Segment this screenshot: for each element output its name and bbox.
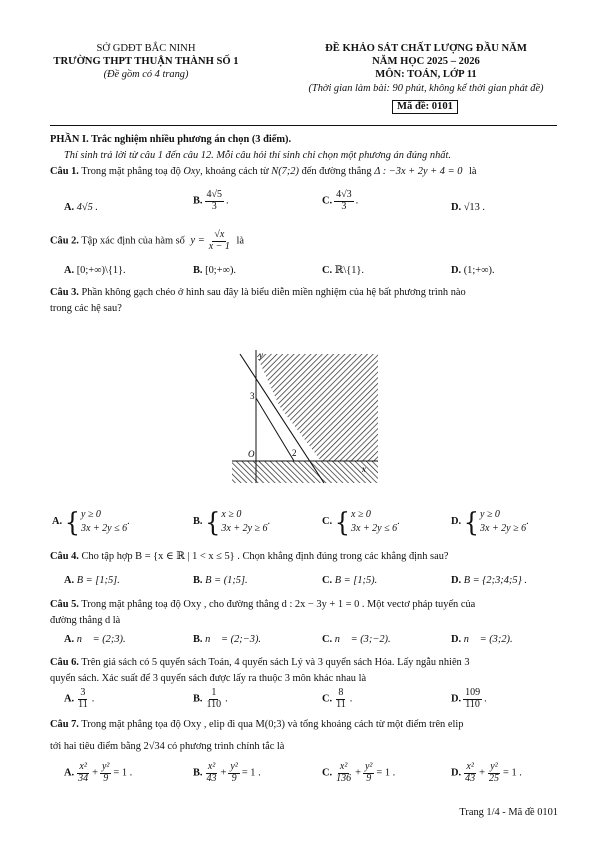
page-footer: Trang 1/4 - Mã đề 0101 xyxy=(459,807,558,818)
q7-c-x2: x² xyxy=(339,761,348,772)
q5-d-label: D. xyxy=(451,634,462,645)
q3-option-d[interactable]: D. { y ≥ 0 3x + 2y ≥ 6 . xyxy=(451,506,529,537)
q6-d-den: 110 xyxy=(465,698,480,710)
header-right xyxy=(278,42,574,95)
q3-c-label: C. xyxy=(322,515,333,527)
q2-text: Tập xác định của hàm số xyxy=(81,235,185,247)
q2-a-label: A. xyxy=(64,265,75,276)
q7-d-d2: 25 xyxy=(488,772,499,784)
q7-b-frac-y xyxy=(228,762,239,784)
q7-d-y2: y² xyxy=(490,761,498,772)
q3-c-line1: x ≥ 0 xyxy=(351,509,371,520)
q3-region-figure xyxy=(228,346,380,486)
question-6-cont xyxy=(50,672,560,685)
q7-c-plus: + xyxy=(355,767,361,779)
q7-a-y2: y² xyxy=(101,761,110,772)
q1-c-num: 4√3 xyxy=(336,189,352,200)
q6-d-num: 109 xyxy=(465,687,481,698)
q5-c-value: n⃗ = (3;−2). xyxy=(334,634,391,645)
q3-a-system xyxy=(65,508,127,535)
header-divider xyxy=(50,125,557,126)
q2-option-b[interactable] xyxy=(193,264,236,277)
q7-option-a[interactable] xyxy=(64,762,132,784)
q7-option-b[interactable] xyxy=(193,762,261,784)
q3-option-c[interactable]: C. { x ≥ 0 3x + 2y ≤ 6 . xyxy=(322,506,400,537)
q1-b-den: 3 xyxy=(211,200,217,212)
q3-b-label: B. xyxy=(193,515,203,527)
q6-label: Câu 6. xyxy=(50,657,79,668)
q2-fn-lhs: y = xyxy=(190,235,205,247)
q7-text-b: tới hai tiêu điểm bằng 2√34 có phương trình chính tắc là xyxy=(50,741,285,752)
q4-b-value: B = (1;5]. xyxy=(205,575,248,586)
school-name: TRƯỜNG THPT THUẬN THÀNH SỐ 1 xyxy=(53,56,239,68)
q7-d-frac-x xyxy=(463,762,477,784)
q2-fn-frac xyxy=(207,230,232,252)
q7-a-frac-y xyxy=(100,762,111,784)
q3-b-line1: x ≥ 0 xyxy=(221,509,242,520)
q6-text-b: quyển sách. Xác suất để 3 quyển sách được lấy ra thuộc 3 môn khác nhau là xyxy=(50,673,367,684)
q4-option-b[interactable] xyxy=(193,574,248,587)
q4-a-label: A. xyxy=(64,575,75,586)
q6-d-frac xyxy=(463,688,482,710)
q4-a-value: B = [1;5]. xyxy=(76,575,120,586)
q7-c-d2: 9 xyxy=(366,772,372,784)
question-2 xyxy=(50,230,560,252)
q1-line: Δ : −3x + 2y + 4 = 0 xyxy=(374,166,463,177)
q2-option-d[interactable] xyxy=(451,264,495,277)
q4-option-a[interactable] xyxy=(64,574,120,587)
q5-text-b: đường thẳng d là xyxy=(50,615,121,626)
question-5 xyxy=(50,598,560,611)
q7-label: Câu 7. xyxy=(50,719,79,730)
hatched-region-lower xyxy=(232,461,378,483)
q4-b-label: B. xyxy=(193,575,203,586)
q1-c-frac xyxy=(334,190,354,212)
q6-b-num: 1 xyxy=(211,687,217,698)
subject: MÔN: TOÁN, LỚP 11 xyxy=(375,69,477,81)
q7-d-label: D. xyxy=(451,767,462,779)
q6-d-label: D. xyxy=(451,693,462,705)
q6-option-d[interactable]: D. $\frac{109}{110}$ . xyxy=(451,687,487,710)
q1-point: N(7;2) xyxy=(271,166,299,177)
q7-b-x2: x² xyxy=(207,761,216,772)
q6-c-frac xyxy=(334,688,348,710)
question-7 xyxy=(50,718,560,731)
fig-origin-label: O xyxy=(248,449,255,459)
q6-option-a[interactable]: A. $\frac{3}{11}$ . xyxy=(64,687,95,710)
q4-text: Cho tập hợp B = {x ∈ ℝ | 1 < x ≤ 5} . Chọn khẳng định đúng trong các khẳng định sau? xyxy=(81,551,449,562)
q1-option-d[interactable] xyxy=(451,201,485,214)
q7-b-label: B. xyxy=(193,767,203,779)
q6-b-den: 110 xyxy=(206,698,222,710)
q3-text: Phần không gạch chéo ở hình sau đây là biểu diễn miền nghiệm của hệ bất phương trình nào xyxy=(81,287,466,298)
q3-c-line2: 3x + 2y ≤ 6 xyxy=(351,522,398,534)
q5-d-value: n⃗ = (3;2). xyxy=(463,634,513,645)
q7-b-d2: 9 xyxy=(231,772,237,784)
q7-b-plus: + xyxy=(220,767,227,779)
q1-d-value: √13 . xyxy=(463,202,486,213)
q5-option-d[interactable] xyxy=(451,633,513,646)
q2-b-value: [0;+∞). xyxy=(205,265,237,276)
q1-b-num: 4√5 xyxy=(206,189,223,200)
q3-d-label: D. xyxy=(451,515,462,527)
q6-b-label: B. xyxy=(193,693,203,705)
brace-icon: { xyxy=(334,506,350,537)
question-1 xyxy=(50,165,560,178)
q6-a-num: 3 xyxy=(80,687,86,698)
q7-option-d[interactable] xyxy=(451,762,522,784)
q3-option-a[interactable]: A. { y ≥ 0 3x + 2y ≤ 6 . xyxy=(52,506,130,537)
q7-c-eq: = 1 . xyxy=(376,767,396,779)
exam-code-box: Mã đề: 0101 xyxy=(392,100,458,114)
page-count: (Đề gồm có 4 trang) xyxy=(103,69,189,81)
q7-a-d2: 9 xyxy=(103,772,109,784)
section-instruction: Thí sinh trả lời từ câu 1 đến câu 12. Mỗi câu hỏi thí sinh chỉ chọn một phương án đúng nhất. xyxy=(64,150,451,161)
q7-a-label: A. xyxy=(64,767,75,779)
q3-label: Câu 3. xyxy=(50,287,79,298)
fig-x-label: x xyxy=(362,464,366,474)
q7-b-d1: 43 xyxy=(206,772,217,784)
q7-a-x2: x² xyxy=(79,761,87,772)
q5-b-label: B. xyxy=(193,634,203,645)
q2-fn-den: x − 1 xyxy=(208,240,230,252)
q2-option-a[interactable] xyxy=(64,264,126,277)
q5-a-value: n⃗ = (2;3). xyxy=(76,634,126,645)
q5-c-label: C. xyxy=(322,634,333,645)
q7-d-x2: x² xyxy=(466,761,474,772)
q7-option-c[interactable] xyxy=(322,762,395,784)
question-4 xyxy=(50,550,560,563)
q3-d-line2: 3x + 2y ≥ 6 xyxy=(480,522,527,534)
time-limit: (Thời gian làm bài: 90 phút, không kể thời gian phát đề) xyxy=(308,82,544,94)
q7-b-eq: = 1 . xyxy=(241,767,261,779)
q2-d-label: D. xyxy=(451,265,462,276)
brace-icon: { xyxy=(64,506,80,537)
q2-fn-num: √x xyxy=(214,229,225,240)
q5-label: Câu 5. xyxy=(50,599,79,610)
question-3-cont xyxy=(50,302,560,315)
q5-a-label: A. xyxy=(64,634,75,645)
q5-text: Trong mặt phẳng toạ độ Oxy , cho đường thẳng d : 2x − 3y + 1 = 0 . Một vectơ pháp tuyến của xyxy=(81,599,476,610)
q7-c-label: C. xyxy=(322,767,333,779)
q7-text: Trong mặt phẳng tọa độ Oxy , elip đi qua M(0;3) và tổng khoảng cách từ một điểm trên elip xyxy=(81,719,464,730)
q6-option-b[interactable]: B. $\frac{1}{110}$ . xyxy=(193,687,228,710)
q5-option-b[interactable] xyxy=(193,633,261,646)
question-5-cont xyxy=(50,614,560,627)
q1-option-a[interactable] xyxy=(64,201,98,214)
q2-label: Câu 2. xyxy=(50,235,79,247)
q1-oxy: Oxy xyxy=(183,166,201,177)
q3-option-b[interactable]: B. { x ≥ 0 3x + 2y ≥ 6 . xyxy=(193,506,271,537)
q3-c-system xyxy=(335,508,397,535)
q6-c-den: 11 xyxy=(336,698,346,710)
q1-option-b[interactable]: B. $\frac{4√5}{3}$ . xyxy=(193,189,229,212)
q5-b-value: n⃗ = (2;−3). xyxy=(205,634,262,645)
q3-b-system xyxy=(205,508,267,535)
q3-a-line1: y ≥ 0 xyxy=(81,509,101,520)
q4-d-label: D. xyxy=(451,575,462,586)
q7-d-plus: + xyxy=(479,767,485,779)
q4-d-value: B = {2;3;4;5} . xyxy=(463,575,527,586)
q7-c-y2: y² xyxy=(364,761,373,772)
question-3 xyxy=(50,286,560,299)
q4-label: Câu 4. xyxy=(50,551,79,562)
q7-d-d1: 43 xyxy=(465,772,476,784)
q1-c-den: 3 xyxy=(341,200,347,212)
q2-option-c[interactable] xyxy=(322,264,364,277)
q6-c-label: C. xyxy=(322,693,333,705)
q2-a-value: [0;+∞)\{1}. xyxy=(76,265,126,276)
q2-b-label: B. xyxy=(193,265,203,276)
q1-a-value: 4√5 . xyxy=(76,202,99,213)
q7-a-d1: 34 xyxy=(78,772,89,784)
q4-c-label: C. xyxy=(322,575,333,586)
question-6 xyxy=(50,656,560,669)
q1-text-d: là xyxy=(469,166,477,177)
brace-icon: { xyxy=(205,506,221,537)
q6-a-label: A. xyxy=(64,693,75,705)
q7-c-frac-y xyxy=(363,762,374,784)
brace-icon: { xyxy=(463,506,479,537)
dept-name: SỞ GDĐT BẮC NINH xyxy=(96,43,196,54)
q7-a-plus: + xyxy=(92,767,98,779)
q7-d-frac-y xyxy=(487,762,501,784)
q1-label: Câu 1. xyxy=(50,166,79,177)
q3-b-line2: 3x + 2y ≥ 6 xyxy=(221,522,268,534)
q3-d-line1: y ≥ 0 xyxy=(480,509,500,520)
q7-a-eq: = 1 . xyxy=(113,767,133,779)
q7-a-frac-x xyxy=(76,762,90,784)
fig-tick-2: 2 xyxy=(292,448,297,458)
q1-c-label: C. xyxy=(322,195,333,207)
q1-b-frac xyxy=(205,190,225,212)
section-title: PHẦN I. Trắc nghiệm nhiều phương án chọn (3 điểm). xyxy=(50,134,292,145)
q3-a-line2: 3x + 2y ≤ 6 xyxy=(81,522,128,534)
q3-text-b: trong các hệ sau? xyxy=(50,303,122,314)
q1-text-b: , khoảng cách từ xyxy=(200,166,269,177)
q6-c-num: 8 xyxy=(338,687,344,698)
q7-c-d1: 136 xyxy=(336,772,352,784)
q2-text-b: là xyxy=(236,235,245,247)
q3-d-system xyxy=(464,508,526,535)
q7-b-frac-x xyxy=(205,762,219,784)
q6-a-den: 11 xyxy=(78,698,88,710)
school-year: NĂM HỌC 2025 – 2026 xyxy=(372,56,480,68)
q6-option-c[interactable]: C. $\frac{8}{11}$ . xyxy=(322,687,353,710)
q2-c-value: ℝ\{1}. xyxy=(334,265,365,276)
q3-a-label: A. xyxy=(52,515,63,527)
q1-option-c[interactable]: C. $\frac{4√3}{3}$ . xyxy=(322,189,359,212)
q7-d-eq: = 1 . xyxy=(502,767,522,779)
q7-b-y2: y² xyxy=(230,761,238,772)
exam-title: ĐỀ KHẢO SÁT CHẤT LƯỢNG ĐẦU NĂM xyxy=(325,43,527,54)
q4-option-d[interactable] xyxy=(451,574,527,587)
q1-a-label: A. xyxy=(64,202,75,213)
header-left xyxy=(48,42,244,81)
q1-text-c: đến đường thẳng xyxy=(301,166,372,177)
q5-option-a[interactable] xyxy=(64,633,126,646)
question-7-cont xyxy=(50,740,560,753)
q2-c-label: C. xyxy=(322,265,333,276)
fig-tick-3: 3 xyxy=(250,391,255,401)
q4-c-value: B = [1;5). xyxy=(334,575,378,586)
q6-text: Trên giá sách có 5 quyển sách Toán, 4 quyển sách Lý và 3 quyển sách Hóa. Lấy ngẫu nhiên 3 xyxy=(81,657,470,668)
q1-d-label: D. xyxy=(451,202,462,213)
q6-a-frac xyxy=(76,688,90,710)
q5-option-c[interactable] xyxy=(322,633,391,646)
fig-y-label: y xyxy=(259,350,263,360)
q2-d-value: (1;+∞). xyxy=(463,265,495,276)
q4-option-c[interactable] xyxy=(322,574,377,587)
q7-c-frac-x xyxy=(334,762,353,784)
q6-b-frac xyxy=(205,688,224,710)
q1-b-label: B. xyxy=(193,195,203,207)
q1-text: Trong mặt phẳng toạ độ xyxy=(81,166,181,177)
